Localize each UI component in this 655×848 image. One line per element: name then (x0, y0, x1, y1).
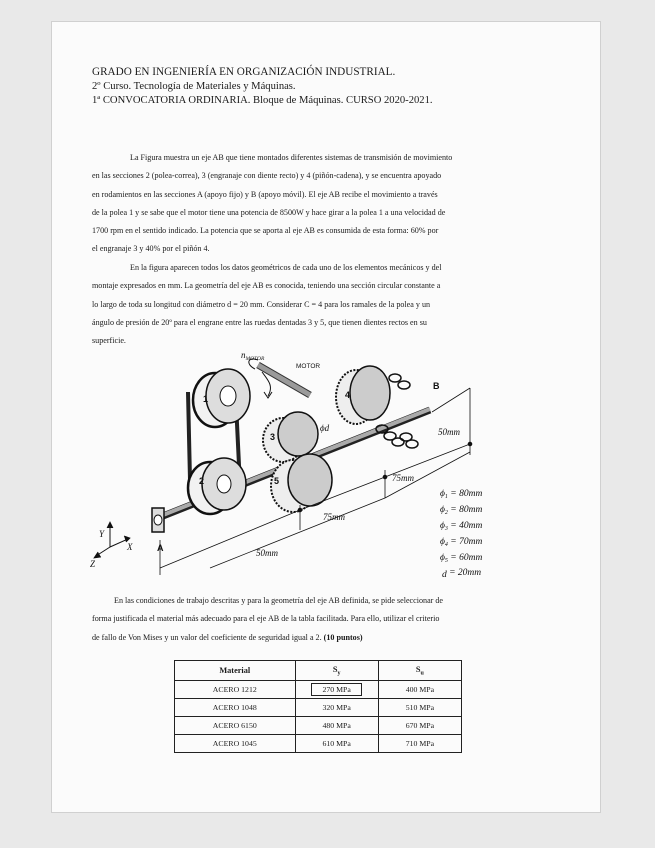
label-element-3: 3 (270, 432, 276, 442)
label-element-5: 5 (274, 476, 280, 486)
cell-material: ACERO 1212 (175, 681, 296, 699)
column-header-sy: $S_y$ (295, 661, 378, 681)
label-point-b: B (433, 381, 440, 391)
header-course: 2º Curso. Tecnología de Materiales y Máquinas. (92, 81, 296, 92)
text-line: En la figura aparecen todos los datos geométricos de cada uno de los elementos mecánicos y del (130, 263, 442, 272)
label-motor-speed: $n_{MOTOR}$ (241, 350, 265, 362)
cell-material: ACERO 1045 (175, 735, 296, 753)
material-table (174, 660, 462, 753)
table-row (175, 699, 462, 717)
diameter-item: $\phi_5 = 60mm$ (440, 553, 483, 564)
label-element-2: 2 (199, 476, 205, 486)
points-label: (10 puntos) (323, 632, 363, 642)
diameter-item: $\phi_1 = 80mm$ (440, 489, 483, 500)
cell-sy: 270 MPa (295, 681, 378, 699)
text-line: 1700 rpm en el sentido indicado. La potencia que se aporta al eje AB es consumida de esta forma: 60% por (92, 226, 439, 236)
label-element-4: 4 (345, 390, 351, 400)
diameter-item: $\phi_2 = 80mm$ (440, 505, 483, 516)
column-header-su: $S_u$ (378, 661, 461, 681)
text-line: lo largo de toda su longitud con diámetro d = 20 mm. Considerar C = 4 para los ramales de la polea y un (92, 299, 431, 309)
text-line: La Figura muestra un eje AB que tiene montados diferentes sistemas de transmisión de movimiento (130, 153, 453, 162)
label-element-1: 1 (203, 394, 209, 404)
diameter-list (440, 489, 482, 580)
table-header-row (175, 661, 462, 681)
table-row (175, 717, 462, 735)
label-shaft-diameter: ϕd (320, 423, 330, 433)
header-degree: GRADO EN INGENIERÍA EN ORGANIZACIÓN INDUSTRIAL. (92, 66, 396, 78)
table-row (175, 681, 462, 699)
text-line: de la polea 1 y se sabe que el motor tiene una potencia de 8500W y hace girar a la polea 1 a una velocidad de (92, 207, 446, 217)
text-line: ángulo de presión de 20º para el engrane entre las ruedas dentadas 3 y 5, que tienen dientes rectos en su (92, 317, 427, 327)
question-paragraph (92, 592, 542, 647)
text-line: forma justificada el material más adecuado para el eje AB de la tabla facilitada. Para ello, utilizar el criterio (92, 614, 440, 624)
cell-sy: 610 MPa (295, 735, 378, 753)
table-row (175, 735, 462, 753)
text-line: En las condiciones de trabajo descritas y para la geometría del eje AB definida, se pide seleccionar de (114, 596, 444, 605)
cell-su: 710 MPa (378, 735, 461, 753)
dim-2-to-a: 50mm (256, 548, 278, 558)
dim-4-to-3: 75mm (392, 473, 414, 483)
text-line: en rodamientos en las secciones A (apoyo fijo) y B (apoyo móvil). El eje AB recibe el movimiento a través (92, 189, 438, 199)
cell-su: 510 MPa (378, 699, 461, 717)
cell-material: ACERO 6150 (175, 717, 296, 735)
text-line: superficie. (92, 336, 126, 346)
label-motor: MOTOR (296, 363, 321, 370)
axis-y-label: Y (99, 529, 105, 539)
axis-z-label: Z (90, 559, 96, 569)
cell-material: ACERO 1048 (175, 699, 296, 717)
header-session: 1ª CONVOCATORIA ORDINARIA. Bloque de Máquinas. CURSO 2020-2021. (92, 95, 433, 106)
text-line: de fallo de Von Mises y un valor del coeficiente de seguridad igual a 2. (10 puntos) (92, 632, 363, 642)
axis-x-label: X (127, 542, 133, 552)
cell-sy: 320 MPa (295, 699, 378, 717)
cell-sy: 480 MPa (295, 717, 378, 735)
label-point-a: A (157, 543, 164, 553)
diameter-item: d = 20mm (442, 568, 482, 580)
dim-3-to-2: 75mm (323, 512, 345, 522)
text-line: montaje expresados en mm. La geometría del eje AB es conocida, teniendo una sección circular constante a (92, 281, 441, 291)
cell-su: 670 MPa (378, 717, 461, 735)
text-line: en las secciones 2 (polea-correa), 3 (engranaje con diente recto) y 4 (piñón-cadena), y se encuentra apoyado (92, 171, 442, 181)
text-line: el engranaje 3 y 40% por el piñón 4. (92, 244, 210, 254)
diameter-item: $\phi_3 = 40mm$ (440, 521, 483, 532)
dim-b-to-4: 50mm (438, 427, 460, 437)
cell-su: 400 MPa (378, 681, 461, 699)
column-header-material: Material (175, 661, 296, 681)
diameter-item: $\phi_4 = 70mm$ (440, 537, 483, 548)
